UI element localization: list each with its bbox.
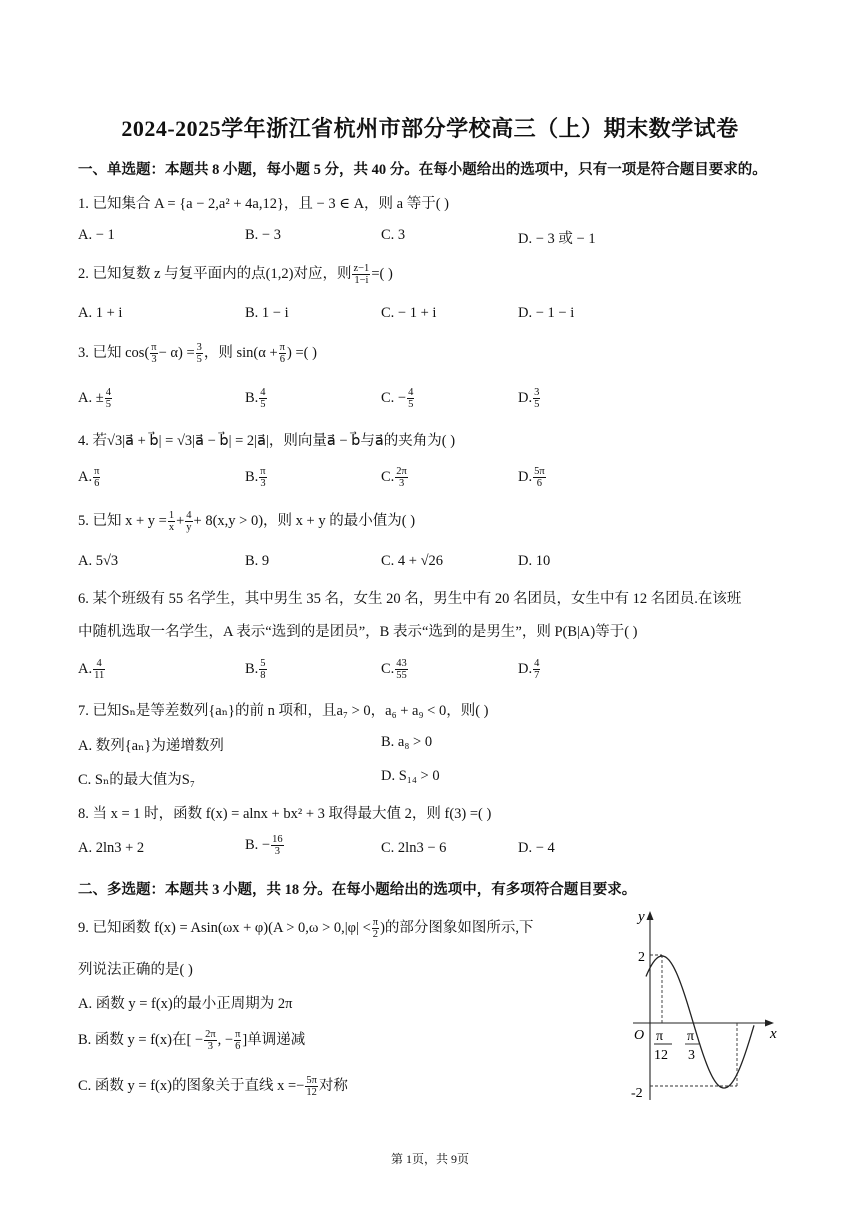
question-3	[78, 341, 317, 365]
q3-d-prefix: D.	[518, 389, 533, 406]
q3-frac-1	[150, 342, 157, 365]
q2-frac-den: 1−i	[354, 275, 369, 287]
q4-b-den: 3	[260, 478, 266, 489]
q4-d-frac	[533, 466, 546, 489]
q9-stem-b: )的部分图象如图所示,下	[380, 920, 534, 936]
q4-option-c	[381, 466, 409, 489]
q5-f1-den: x	[168, 522, 175, 534]
q3-option-a	[78, 387, 113, 410]
q9-b-b: , −	[217, 1032, 234, 1048]
q3-a-den: 5	[105, 399, 111, 410]
q9-c-b: 对称	[318, 1078, 348, 1094]
q6-a-frac	[93, 658, 105, 681]
q3-f1-den: 3	[151, 354, 157, 366]
q3-c-prefix: C. −	[381, 389, 407, 406]
q3-option-b	[245, 387, 268, 410]
q9-c-f-num: 5π	[306, 1075, 317, 1087]
q5-frac-1	[168, 510, 175, 533]
q3-a-frac	[105, 387, 112, 410]
q2-option-d: D. − 1 − i	[518, 305, 575, 321]
q3-c-den: 5	[408, 399, 414, 410]
question-9-line-2: 列说法正确的是( )	[78, 962, 193, 978]
q3-f2-den: 5	[196, 354, 202, 366]
question-6-line-1: 6. 某个班级有 55 名学生，其中男生 35 名，女生 20 名，男生中有 20 名团员，女生中有 12 名团员.在该班	[78, 591, 742, 607]
q5-frac-2	[185, 510, 192, 533]
q3-f1-num: π	[151, 342, 157, 354]
q4-a-frac	[93, 466, 100, 489]
q3-f3-den: 6	[279, 354, 285, 366]
q2-stem-post: =( )	[371, 266, 393, 282]
q3-f2-num: 3	[196, 342, 202, 354]
q6-b-den: 8	[260, 670, 266, 681]
question-2	[78, 262, 393, 286]
q3-option-d	[518, 387, 541, 410]
q3-stem-c: ，则 sin(α +	[203, 345, 278, 361]
question-5	[78, 509, 415, 533]
q4-d-prefix: D.	[518, 468, 533, 485]
q4-c-frac	[395, 466, 408, 489]
q5-option-c: C. 4 + √26	[381, 553, 444, 569]
question-1: 1. 已知集合 A = {a − 2,a² + 4a,12}，且 − 3 ∈ A，则 a 等于( )	[78, 196, 450, 212]
q4-b-frac	[259, 466, 266, 489]
q3-b-frac	[259, 387, 266, 410]
q3-d-den: 5	[534, 399, 540, 410]
q6-c-den: 55	[396, 670, 407, 681]
q3-c-num: 4	[408, 387, 414, 398]
q5-f1-num: 1	[168, 510, 175, 522]
y-axis-label: y	[638, 909, 645, 925]
q5-f2-den: y	[186, 522, 192, 534]
sine-function-graph	[598, 905, 788, 1105]
q3-a-num: 4	[105, 387, 111, 398]
question-8: 8. 当 x = 1 时，函数 f(x) = alnx + bx² + 3 取得最大值 2，则 f(3) =( )	[78, 806, 492, 822]
q5-f2-num: 4	[186, 510, 192, 522]
q2-option-a: A. 1 + i	[78, 305, 123, 321]
q6-option-c	[381, 658, 409, 681]
q9-c-a: C. 函数 y = f(x)的图象关于直线 x =−	[78, 1078, 305, 1094]
origin-label: O	[634, 1028, 645, 1043]
q7-option-a: A. 数列{aₙ}为递增数列	[78, 738, 224, 754]
q4-c-den: 3	[398, 478, 405, 489]
q3-stem-a: 3. 已知 cos(	[78, 345, 150, 361]
exam-title: 2024-2025学年浙江省杭州市部分学校高三（上）期末数学试卷	[121, 116, 739, 141]
q8-b-frac	[271, 834, 284, 857]
q9-b-frac-1	[204, 1029, 217, 1052]
q7-option-c: C. Sₙ的最大值为S₇	[78, 772, 195, 788]
q3-b-den: 5	[260, 399, 266, 410]
q4-b-num: π	[260, 466, 266, 477]
y-min-label: -2	[631, 1086, 643, 1101]
y-max-label: 2	[638, 950, 645, 965]
x-axis-label: x	[770, 1026, 777, 1042]
q4-a-num: π	[94, 466, 100, 477]
q9-option-b	[78, 1028, 305, 1052]
q3-b-prefix: B.	[245, 389, 259, 406]
q6-option-a	[78, 658, 106, 681]
q3-stem-b: − α) =	[158, 345, 195, 361]
q8-b-den: 3	[274, 846, 280, 857]
q3-d-num: 3	[534, 387, 540, 398]
q5-stem-a: 5. 已知 x + y =	[78, 513, 167, 529]
section-2-heading: 二、多选题：本题共 3 小题，共 18 分。在每小题给出的选项中，有多项符合题目要求。	[78, 882, 637, 898]
y-axis-arrow	[647, 911, 654, 920]
q7-option-d: D. S₁₄ > 0	[381, 768, 440, 784]
q4-d-den: 6	[536, 478, 543, 489]
q8-option-d: D. − 4	[518, 840, 555, 856]
q2-stem-pre: 2. 已知复数 z 与复平面内的点(1,2)对应，则	[78, 266, 352, 282]
tick-2-num: π	[687, 1029, 695, 1044]
q5-option-b: B. 9	[245, 553, 270, 569]
q6-c-prefix: C.	[381, 660, 395, 677]
question-4: 4. 若√3|a⃗ + b⃗| = √3|a⃗ − b⃗| = 2|a⃗|，则向量a⃗ − b⃗与a⃗的夹角为( )	[78, 433, 456, 449]
q9-b-a: B. 函数 y = f(x)在[ −	[78, 1032, 204, 1048]
q6-d-prefix: D.	[518, 660, 533, 677]
q4-option-d	[518, 466, 547, 489]
q3-stem-d: ) =( )	[286, 345, 317, 361]
q2-frac-num: z−1	[353, 263, 370, 275]
q5-stem-c: + 8(x,y > 0)，则 x + y 的最小值为( )	[193, 513, 416, 529]
q9-b-f1-num: 2π	[205, 1029, 216, 1041]
q5-option-d: D. 10	[518, 553, 551, 569]
q4-c-prefix: C.	[381, 468, 395, 485]
q5-option-a: A. 5√3	[78, 553, 119, 569]
q6-a-den: 11	[94, 670, 105, 681]
q9-b-f2-num: π	[235, 1029, 241, 1041]
q9-b-f1-den: 3	[207, 1041, 213, 1053]
q2-option-c: C. − 1 + i	[381, 305, 437, 321]
q9-f1-den: 2	[372, 929, 379, 941]
tick-1-den: 12	[654, 1048, 668, 1063]
q8-option-a: A. 2ln3 + 2	[78, 840, 145, 856]
q4-d-num: 5π	[534, 466, 545, 477]
q9-b-c: ]单调递减	[242, 1032, 306, 1048]
question-9-line-1	[78, 916, 534, 940]
q9-stem-a: 9. 已知函数 f(x) = Asin(ωx + φ)(A > 0,ω > 0,|φ| <	[78, 920, 371, 936]
q3-a-prefix: A. ±	[78, 389, 104, 406]
q1-option-b: B. − 3	[245, 227, 281, 243]
q9-option-a: A. 函数 y = f(x)的最小正周期为 2π	[78, 996, 293, 1012]
q3-b-num: 4	[260, 387, 266, 398]
q9-option-c	[78, 1074, 348, 1098]
q4-option-a	[78, 466, 101, 489]
q9-c-f-den: 12	[306, 1087, 317, 1099]
q9-frac	[372, 917, 379, 940]
question-6-line-2: 中随机选取一名学生，A 表示“选到的是团员”，B 表示“选到的是男生”，则 P(B|A)等于( )	[78, 624, 638, 640]
q6-a-prefix: A.	[78, 660, 93, 677]
q3-c-frac	[407, 387, 414, 410]
q5-stem-b: +	[176, 513, 185, 529]
q1-option-c: C. 3	[381, 227, 406, 243]
q9-b-frac-2	[234, 1029, 241, 1052]
page-footer: 第 1页，共 9页	[390, 1152, 469, 1166]
q9-b-f2-den: 6	[235, 1041, 241, 1053]
section-1-heading: 一、单选题：本题共 8 小题，每小题 5 分，共 40 分。在每小题给出的选项中，只有一项是符合题目要求的。	[78, 162, 767, 178]
q2-fraction	[352, 263, 370, 286]
q6-d-den: 7	[534, 670, 540, 681]
q3-frac-2	[196, 342, 203, 365]
q1-option-d: D. − 3 或 − 1	[518, 231, 596, 247]
q6-option-b	[245, 658, 268, 681]
q6-d-frac	[533, 658, 540, 681]
q6-b-num: 5	[260, 658, 266, 669]
q6-c-num: 43	[396, 658, 407, 669]
q2-option-b: B. 1 − i	[245, 305, 289, 321]
q3-d-frac	[533, 387, 540, 410]
q1-option-a: A. − 1	[78, 227, 115, 243]
q8-option-c: C. 2ln3 − 6	[381, 840, 447, 856]
question-7: 7. 已知Sₙ是等差数列{aₙ}的前 n 项和，且a₇ > 0，a₆ + a₉ < 0，则( )	[78, 703, 489, 719]
q6-b-prefix: B.	[245, 660, 259, 677]
q3-frac-3	[279, 342, 286, 365]
q8-b-num: 16	[272, 834, 283, 845]
tick-2-den: 3	[688, 1048, 695, 1063]
q8-b-prefix: B. −	[245, 836, 271, 853]
q3-f3-num: π	[279, 342, 285, 354]
q4-c-num: 2π	[396, 466, 407, 477]
tick-1-num: π	[656, 1029, 664, 1044]
q6-b-frac	[259, 658, 266, 681]
q6-d-num: 4	[534, 658, 540, 669]
q6-option-d	[518, 658, 541, 681]
q3-option-c	[381, 387, 415, 410]
q9-f1-num: π	[372, 917, 379, 929]
q4-b-prefix: B.	[245, 468, 259, 485]
q4-a-prefix: A.	[78, 468, 93, 485]
q9-c-frac	[305, 1075, 318, 1098]
q8-option-b	[245, 834, 285, 857]
q6-c-frac	[395, 658, 408, 681]
q4-a-den: 6	[94, 478, 100, 489]
q6-a-num: 4	[93, 658, 105, 670]
q7-option-b: B. a₈ > 0	[381, 734, 433, 750]
q4-option-b	[245, 466, 268, 489]
